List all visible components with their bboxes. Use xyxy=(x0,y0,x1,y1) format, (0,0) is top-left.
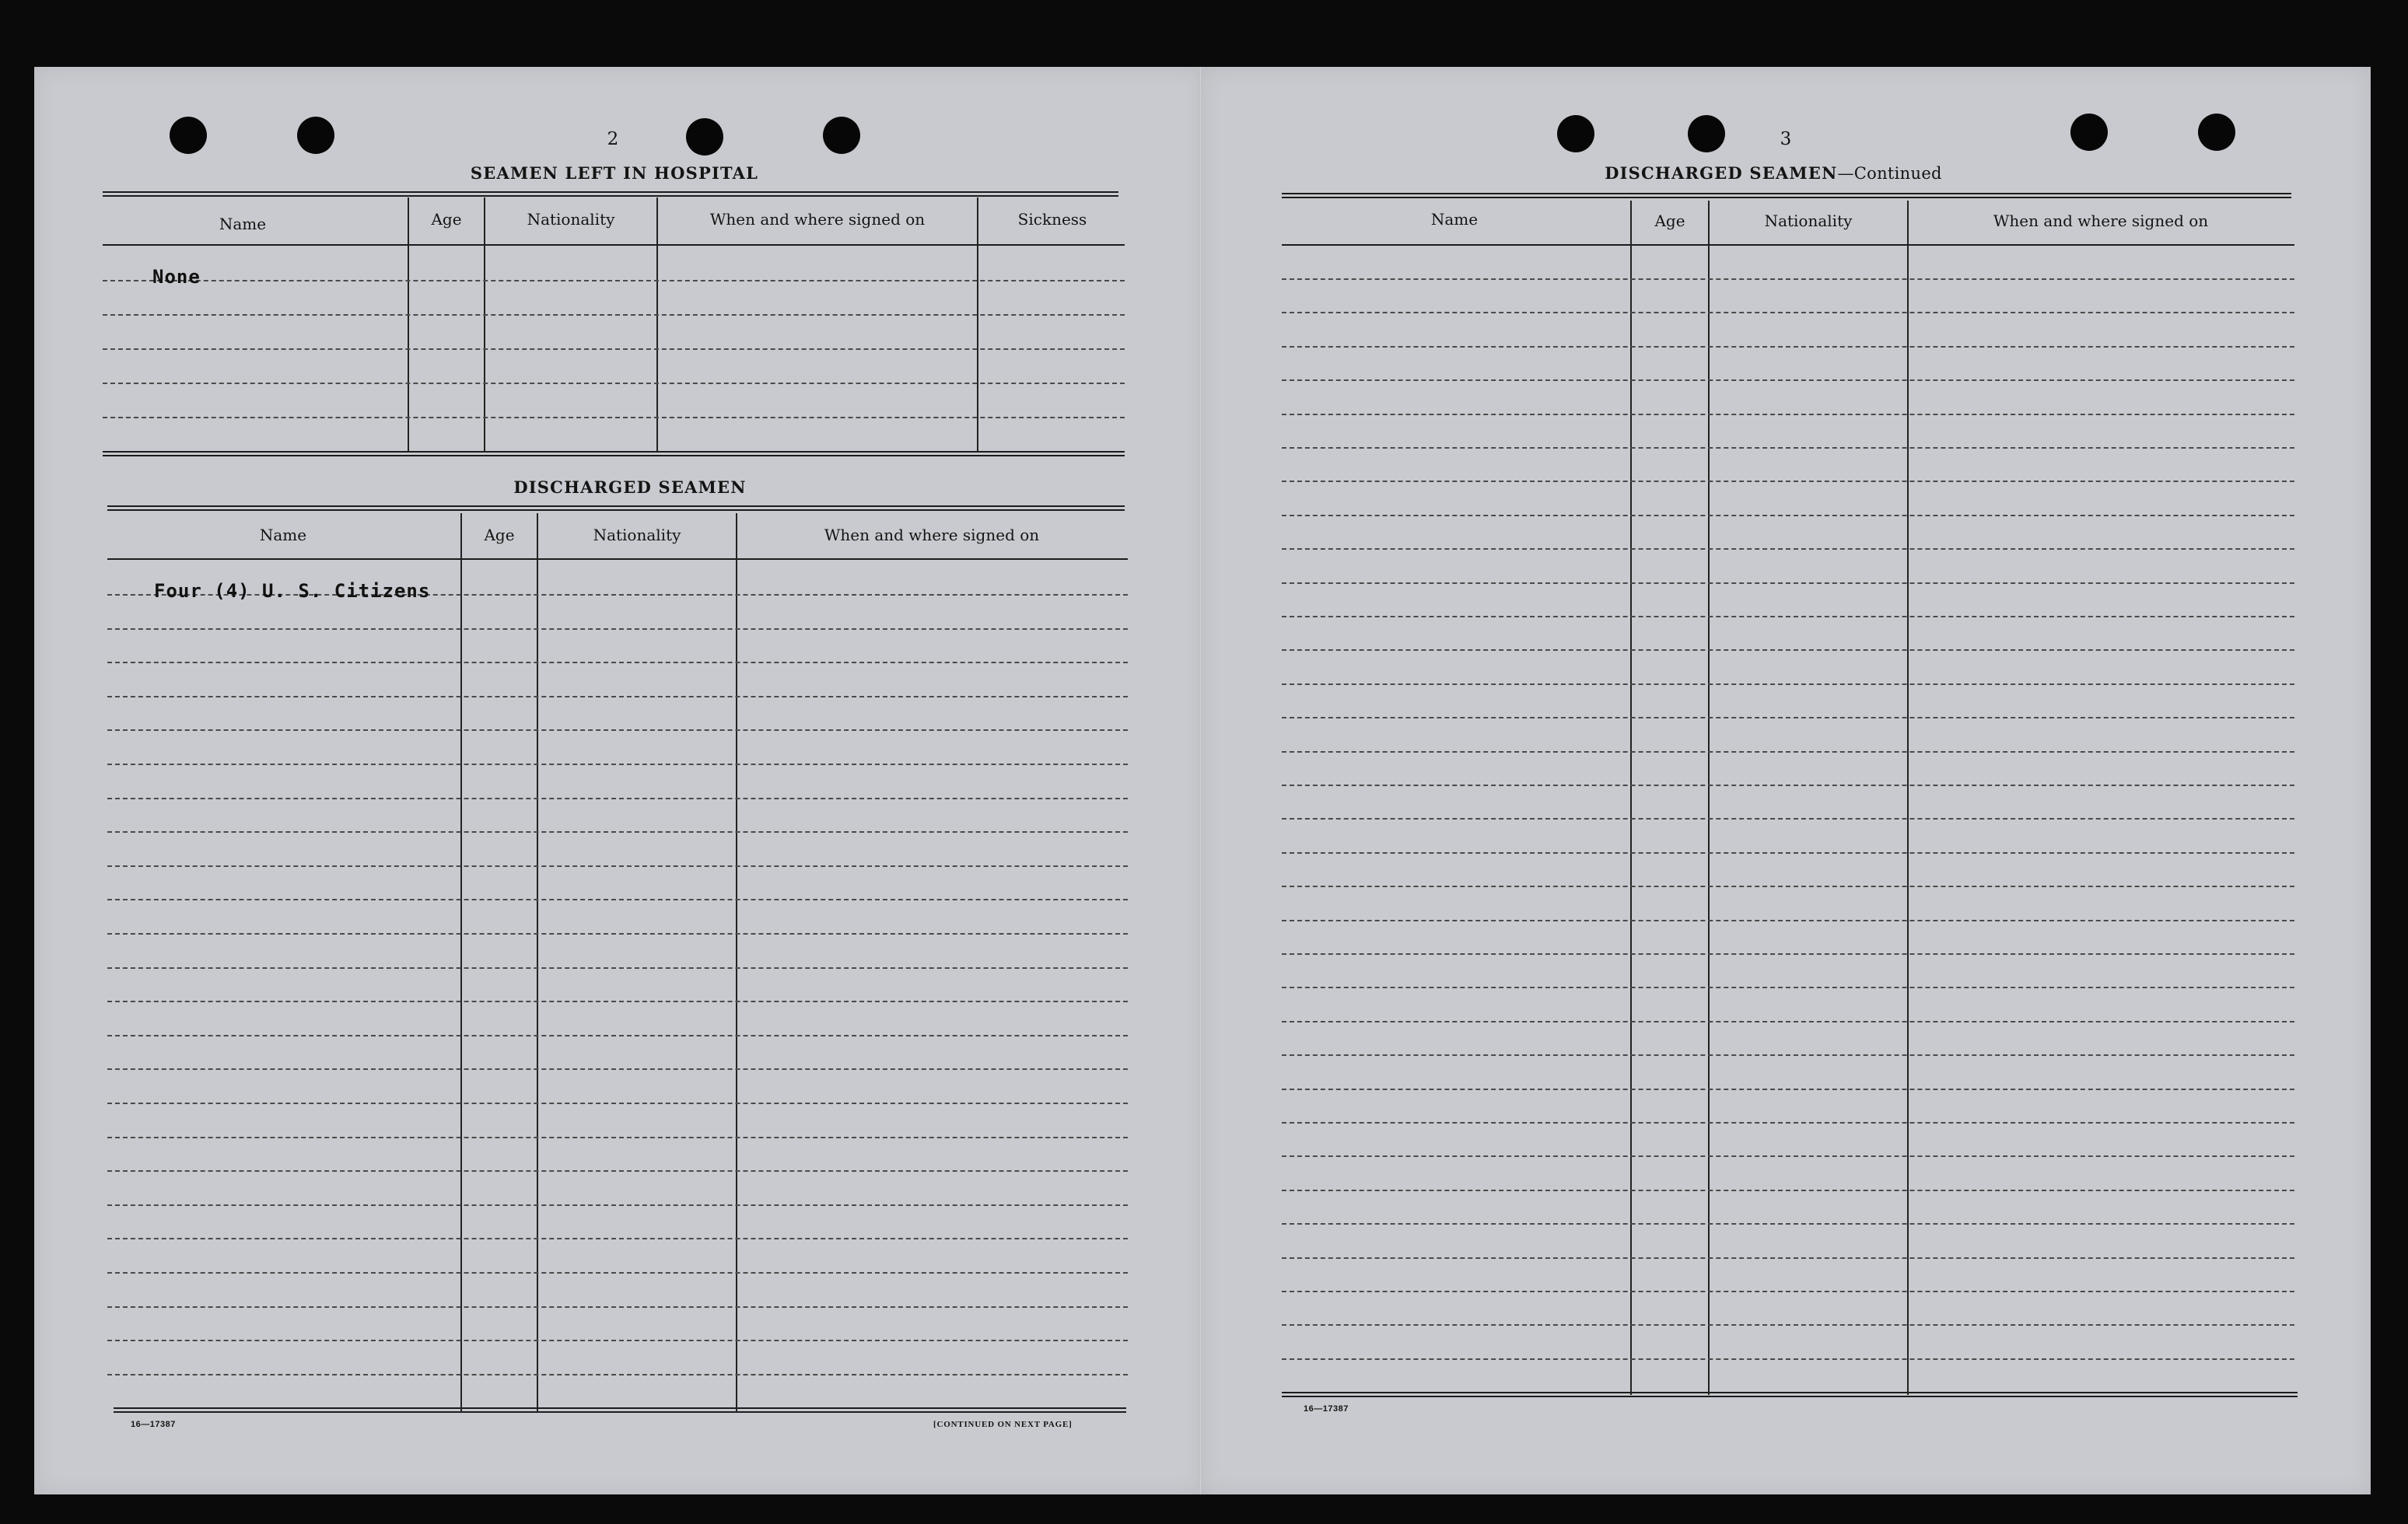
table-bottom-rule xyxy=(1282,1392,2298,1397)
ruled-line xyxy=(1282,346,2294,348)
ruled-line xyxy=(1282,717,2294,718)
column-header-nationality: Nationality xyxy=(593,526,681,544)
hospital-section-title: SEAMEN LEFT IN HOSPITAL xyxy=(470,163,759,183)
punch-hole xyxy=(2070,114,2108,151)
ruled-line xyxy=(107,831,1128,833)
ruled-line xyxy=(103,417,1125,418)
ruled-line xyxy=(1282,818,2294,820)
ruled-line xyxy=(1282,953,2294,955)
discharged-continued-title xyxy=(1556,163,1991,183)
ruled-line xyxy=(107,1306,1128,1308)
ruled-line xyxy=(1282,1223,2294,1225)
column-header-signed-on: When and where signed on xyxy=(1993,211,2209,230)
header-bottom-rule xyxy=(107,558,1128,560)
column-divider xyxy=(537,513,538,1412)
ruled-line xyxy=(107,729,1128,731)
table-top-rule xyxy=(103,191,1118,197)
page-number: 3 xyxy=(1780,129,1792,149)
ruled-line xyxy=(1282,414,2294,415)
right-page xyxy=(1201,67,2371,1494)
ruled-line xyxy=(103,348,1125,350)
table-top-rule xyxy=(1282,193,2291,198)
ruled-line xyxy=(107,662,1128,663)
punch-hole xyxy=(823,117,860,154)
column-header-age: Age xyxy=(1654,211,1685,230)
continued-note: [CONTINUED ON NEXT PAGE] xyxy=(933,1420,1073,1429)
ruled-line xyxy=(107,1238,1128,1239)
table-bottom-rule xyxy=(114,1407,1126,1413)
table-bottom-rule xyxy=(103,451,1125,456)
ruled-line xyxy=(107,865,1128,867)
ruled-line xyxy=(107,1170,1128,1172)
ruled-line xyxy=(107,1068,1128,1070)
column-divider xyxy=(484,197,485,451)
punch-hole xyxy=(170,117,207,154)
ruled-line xyxy=(103,314,1125,316)
column-header-nationality: Nationality xyxy=(1764,211,1853,230)
ruled-line xyxy=(1282,1155,2294,1157)
ruled-line xyxy=(107,696,1128,697)
column-header-name: Name xyxy=(219,215,267,233)
column-divider xyxy=(408,197,409,451)
discharged-section-title: DISCHARGED SEAMEN xyxy=(513,477,747,497)
ruled-line xyxy=(1282,1190,2294,1191)
ruled-line xyxy=(1282,852,2294,854)
ruled-line xyxy=(1282,1358,2294,1360)
ruled-line xyxy=(1282,447,2294,449)
ruled-line xyxy=(107,1272,1128,1274)
ruled-line xyxy=(1282,1257,2294,1259)
column-header-name: Name xyxy=(259,526,307,544)
ruled-line xyxy=(1282,582,2294,584)
header-bottom-rule xyxy=(103,244,1125,246)
ruled-line xyxy=(1282,1291,2294,1292)
column-header-name: Name xyxy=(1430,210,1479,229)
ruled-line xyxy=(1282,920,2294,921)
punch-hole xyxy=(1557,115,1594,152)
ruled-line xyxy=(103,383,1125,384)
title-suffix: —Continued xyxy=(1837,164,1942,183)
punch-hole xyxy=(686,118,723,156)
ruled-line xyxy=(1282,785,2294,786)
column-divider xyxy=(736,513,737,1412)
ruled-line xyxy=(107,628,1128,630)
column-divider xyxy=(460,513,462,1412)
column-divider xyxy=(656,197,658,451)
punch-hole xyxy=(1688,115,1725,152)
column-header-age: Age xyxy=(431,210,462,229)
ruled-line xyxy=(107,933,1128,935)
ruled-line xyxy=(1282,515,2294,516)
ruled-line xyxy=(107,899,1128,900)
hospital-entry: None xyxy=(152,266,201,288)
ruled-line xyxy=(1282,1324,2294,1326)
ruled-line xyxy=(103,280,1125,281)
ruled-line xyxy=(107,1204,1128,1206)
ruled-line xyxy=(1282,751,2294,753)
ruled-line xyxy=(107,1001,1128,1002)
ruled-line xyxy=(1282,886,2294,887)
column-header-signed-on: When and where signed on xyxy=(709,210,926,229)
ruled-line xyxy=(1282,1054,2294,1056)
form-number: 16—17387 xyxy=(131,1420,176,1429)
ruled-line xyxy=(107,1103,1128,1104)
ruled-line xyxy=(107,1340,1128,1341)
ruled-line xyxy=(107,764,1128,765)
column-header-signed-on: When and where signed on xyxy=(824,526,1040,544)
column-header-nationality: Nationality xyxy=(527,210,615,229)
ruled-line xyxy=(1282,1089,2294,1090)
ruled-line xyxy=(1282,312,2294,313)
ruled-line xyxy=(1282,548,2294,550)
column-header-age: Age xyxy=(484,526,515,544)
punch-hole xyxy=(2198,114,2235,151)
punch-hole xyxy=(297,117,334,154)
ruled-line xyxy=(1282,481,2294,482)
ruled-line xyxy=(107,798,1128,799)
column-divider xyxy=(977,197,978,451)
ruled-line xyxy=(107,967,1128,969)
ruled-line xyxy=(1282,683,2294,685)
ruled-line xyxy=(1282,278,2294,280)
ruled-line xyxy=(107,1035,1128,1036)
ruled-line xyxy=(1282,1021,2294,1022)
table-top-rule xyxy=(107,505,1125,511)
title-main: DISCHARGED SEAMEN xyxy=(1605,163,1838,183)
discharged-entry: Four (4) U. S. Citizens xyxy=(154,580,431,602)
ruled-line xyxy=(1282,649,2294,651)
page-number: 2 xyxy=(607,129,619,149)
ruled-line xyxy=(1282,1122,2294,1124)
ruled-line xyxy=(107,1374,1128,1375)
ruled-line xyxy=(1282,987,2294,988)
form-number: 16—17387 xyxy=(1304,1404,1349,1414)
ruled-line xyxy=(107,1137,1128,1138)
column-header-sickness: Sickness xyxy=(1017,210,1087,229)
ruled-line xyxy=(1282,616,2294,617)
ruled-line xyxy=(1282,379,2294,381)
header-bottom-rule xyxy=(1282,244,2294,246)
